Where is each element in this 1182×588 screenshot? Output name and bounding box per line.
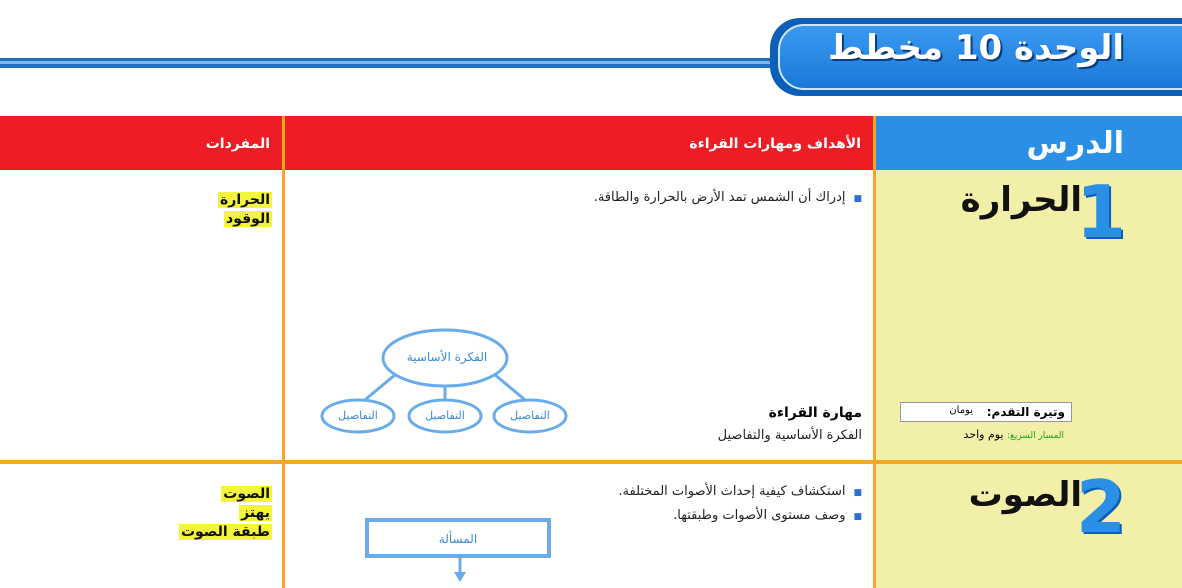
pacing-label: وتيرة التقدم:	[986, 405, 1065, 419]
vocab-term: طبقة الصوت	[180, 524, 270, 540]
vocab-term: الصوت	[223, 486, 270, 502]
detail-label: التفاصيل	[338, 409, 378, 422]
vocab-term: يهتز	[241, 505, 270, 521]
objective-item: ■ وصف مستوى الأصوات وطبقتها.	[673, 508, 862, 523]
detail-label: التفاصيل	[425, 409, 465, 422]
fast-track	[964, 428, 1065, 441]
row-separator	[0, 460, 1182, 464]
lesson-column-header	[876, 116, 1182, 170]
vocab-column-label: المفردات	[205, 136, 270, 152]
lesson-title: الصوت	[968, 475, 1082, 515]
detail-label: التفاصيل	[510, 409, 550, 422]
vocab-list	[179, 484, 272, 541]
fast-track-value: يوم واحد	[963, 428, 1004, 441]
problem-box-label: المسألة	[438, 532, 478, 546]
vocab-term: الوقود	[226, 211, 270, 227]
vocab-term: الحرارة	[220, 192, 270, 208]
reading-skill: الفكرة الأساسية والتفاصيل	[717, 428, 862, 443]
reading-skill-heading: مهارة القراءة	[768, 405, 862, 421]
lesson-number: 2	[1075, 465, 1126, 549]
lesson-column-bg	[876, 170, 1182, 588]
column-divider	[873, 116, 876, 588]
main-idea-label: الفكرة الأساسية	[406, 350, 488, 364]
vocab-column-header	[0, 116, 282, 170]
header-rule-highlight	[0, 61, 800, 64]
objective-item: ■ استكشاف كيفية إحداث الأصوات المختلفة.	[618, 484, 862, 499]
column-divider	[282, 116, 285, 588]
objectives-column-label: الأهداف ومهارات القراءة	[689, 136, 861, 152]
fast-track-label: المسار السريع:	[1007, 431, 1064, 441]
objectives-column-header	[285, 116, 873, 170]
objective-item: ■ إدراك أن الشمس تمد الأرض بالحرارة والطاقة.	[594, 190, 862, 205]
vocab-list	[218, 190, 272, 228]
down-arrow-icon	[452, 558, 468, 584]
lesson-title: الحرارة	[960, 180, 1082, 220]
problem-box	[365, 518, 551, 558]
pacing-box	[900, 402, 1072, 422]
lesson-number: 1	[1075, 170, 1126, 254]
lesson-column-label: الدرس	[1026, 126, 1124, 161]
page-title: الوحدة 10 مخطط	[827, 28, 1124, 68]
pacing-value: يومان	[949, 405, 973, 416]
